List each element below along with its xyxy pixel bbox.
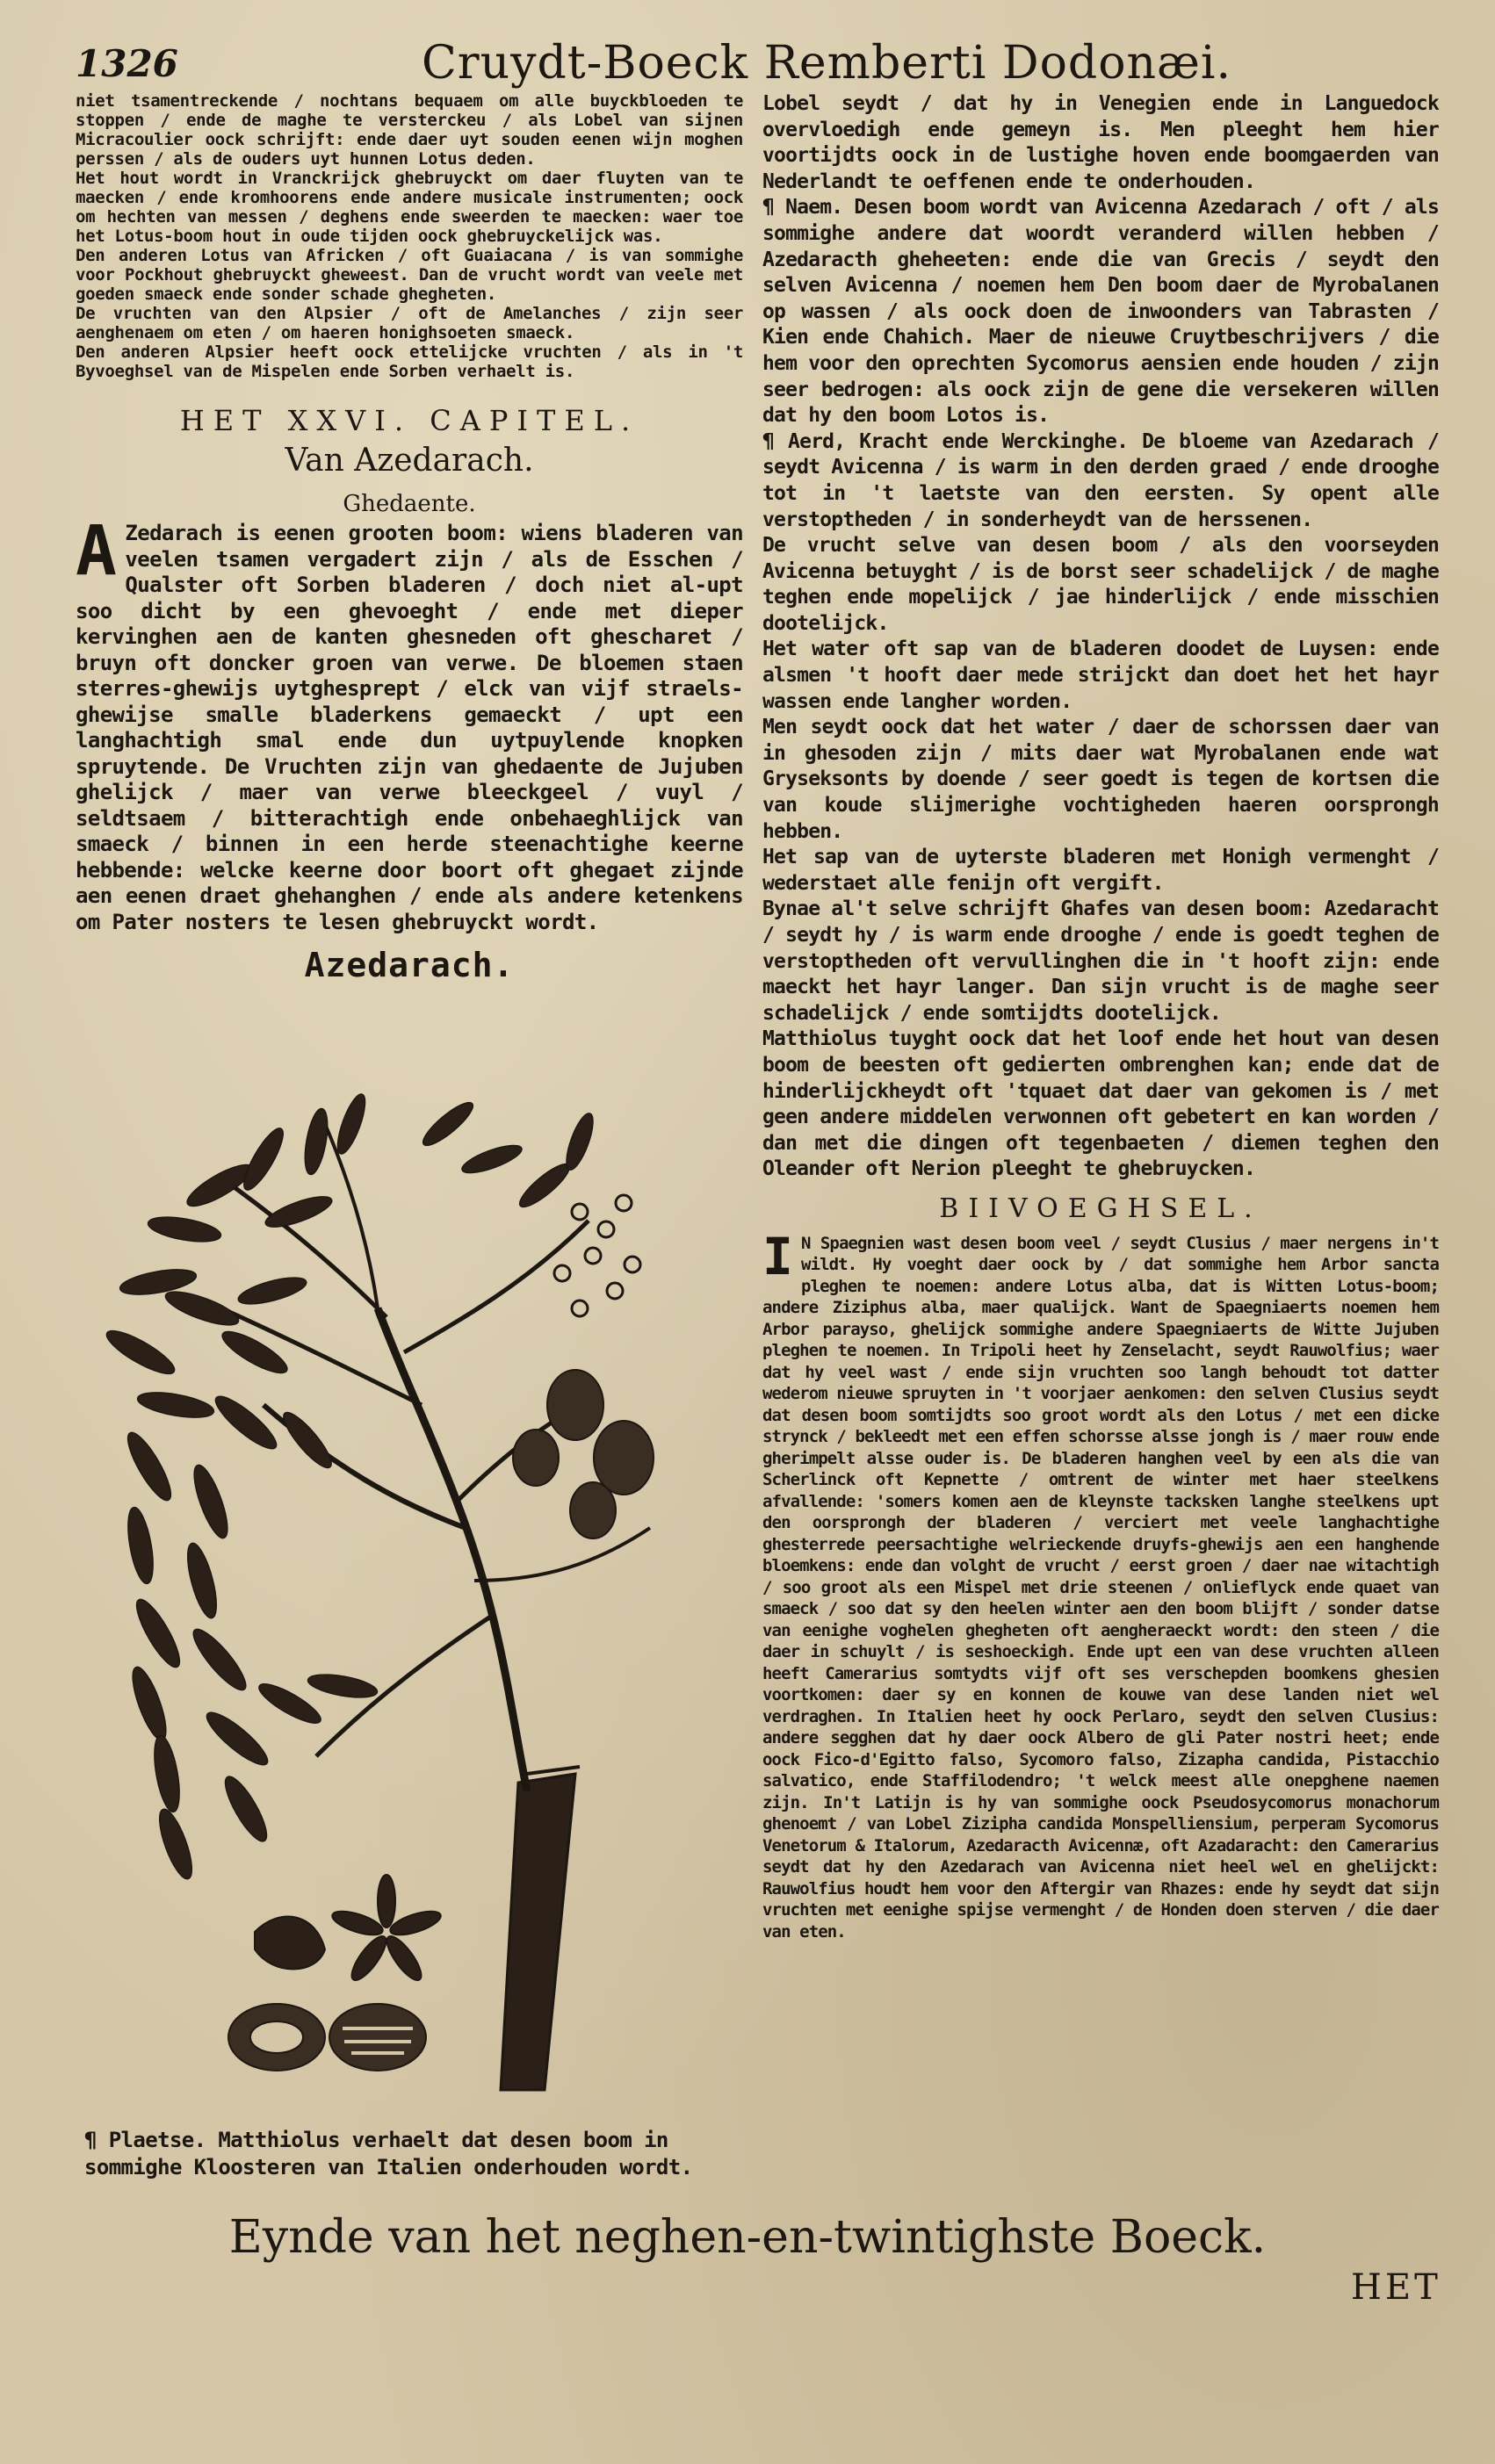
left-paragraph-3: Den anderen Lotus van Africken / oft Guaiacana / is van sommighe voor Pockhout ghebruyckt gheweest. Dan de vrucht wordt van veele met goeden smaeck ende sonder schade ghegheten.: [76, 246, 743, 304]
naem-paragraph: ¶ Naem. Desen boom wordt van Avicenna Azedarach / oft / als sommighe andere dat woordt veranderd willen hebben / Azedaracth gheheeten: ende die van Grecis / seydt den selven Avicenna / noemen hem Den boom daer de Myrobalanen op wassen / als oock doen de inwoonders van Tabrasten / Kien ende Chahich. Maer de nieuwe Cruytbeschrijvers / die hem voor den oprechten Sycomorus aensien ende houden / zijn seer bedrogen: als oock zijn de gene die versekeren willen dat hy den boom Lotos is.: [762, 196, 1439, 428]
section-label-ghedaente: Ghedaente.: [343, 491, 476, 517]
chapter-description-text: Zedarach is eenen grooten boom: wiens bladeren van veelen tsamen vergadert zijn / als de Esschen / Qualster oft Sorben bladeren / doch niet al-upt soo dicht by een ghevoeght / ende met dieper kervinghen aen de kanten ghesneden oft ghescharet / bruyn oft doncker groen van verwe. De bloemen staen sterres-ghewijs uytghesprept / elck van vijf straels-ghewijse smalle bladerkens gemaeckt / upt een langhachtigh smal ende dun uytpuylende knopken spruytende. De Vruchten zijn van ghedaente de Jujuben ghelijck / maer van verwe bleeckgeel / vuyl / seldtsaem / bitterachtigh ende onbehaeghlijck van smaeck / binnen in een herde steenachtighe keerne hebbende: welcke keerne door boort oft ghegaet zijnde aen eenen draet ghehanghen / ende als andere ketenkens om Pater nosters te lesen ghebruyckt wordt.: [76, 521, 743, 934]
bijvoegsel-heading: BIIVOEGHSEL.: [939, 1192, 1262, 1224]
left-paragraph-5: Den anderen Alpsier heeft oock ettelijcke vruchten / als in 't Byvoeghsel van de Mispelen ende Sorben verhaelt is.: [76, 342, 743, 381]
left-paragraph-1: niet tsamentreckende / nochtans bequaem om alle buyckbloeden te stoppen / ende de maghe te versterckeu / als Lobel van sijnen Micracoulier oock schrijft: ende daer uyt souden eenen wijn moghen perssen / als de ouders uyt hunnen Lotus deden.: [76, 91, 743, 169]
main-branch: [378, 1308, 527, 1791]
bijvoegsel-body: N Spaegnien wast desen boom veel / seydt Clusius / maer nergens in't wildt. Hy voeght daer oock by / dat sommighe hem Arbor sancta pleghen te noemen: andere Lotus alba, dat is Witten Lotus-boom; andere Ziziphus alba, maer qualijck. Want de Spaegniaerts noemen hem Arbor parayso, ghelijck sommighe andere Spaegniaerts de Witte Jujuben pleghen te noemen. In Tripoli heet hy Zenselacht, seydt Rauwolfius; waer dat hy veel wast / ende sijn vruchten soo langh behoudt tot datter wederom nieuwe spruyten in 't voorjaer aenkomen: den selven Clusius seydt dat desen boom somtijdts soo groot wordt als den Lotus / met een dicke strynck / bekleedt met een effen schorsse alsse jongh is / maer rouw ende gherimpelt alsse ouder is. De bladeren hanghen veel by een als die van Scherlinck oft Kepnette / omtrent de winter met haer steelkens afvallende: 'somers komen aen de kleynste tacksken langhe steelkens upt den oorsprongh der bladeren / verciert met veele langhachtighe ghesterrede peersachtighe welrieckende druyfs-ghewijs aen een hanghende bloemkens: ende dan volght de vrucht / eerst groen / daer nae witachtigh / soo groot als een Mispel met drie steenen / onlieflyck ende quaet van smaeck / soo dat sy den heelen winter aen den boom blijft / sonder datse van eenighe voghelen ghegheten oft aengheraeckt wordt: den steen / die daer in schuylt / is seshoeckigh. Ende upt een van dese vruchten alleen heeft Camerarius somtydts vijf oft ses verschepden boomkens ghesien voortkomen: daer sy en konnen de kouwe van dese landen niet wel verdraghen. In Italien heet hy oock Perlaro, seydt den selven Clusius: andere segghen dat hy daer oock Albero de gli Pater nostri heet; ende oock Fico-d'Egitto falso, Sycomoro falso, Zizapha candida, Pistacchio salvatico, ende Staffilodendro; 't welck meest alle onepghene naemen zijn. In't Latijn is hy van sommighe oock Pseudosycomorus monachorum ghenoemt / van Lobel Zizipha candida Monspelliensium, perperam Sycomorus Venetorum & Italorum, Azedaracth Avicennæ, oft Azadaracht: den Camerarius seydt dat hy den Azedarach van Avicenna niet heel wel en ghelijckt: Rauwolfius houdt hem voor den Aftergir van Rhazes: ende hy seydt dat sijn vruchten met eenighe spijse vermenght / de Honden doen sterven / die daer van eten.: [762, 1233, 1439, 1942]
fruits: [513, 1370, 654, 1538]
azedarach-woodcut-illustration: [88, 1089, 685, 2116]
chapter-title: Van Azedarach.: [285, 443, 534, 479]
right-paragraph-4: Men seydt oock dat het water / daer de schorssen daer van in ghesoden zijn / mits daer wat Myrobalanen ende wat Gryseksonts by doende / seer goedt is tegen de kortsen die van koude slijmerighe vochtigheden haeren oorsprongh hebben.: [762, 716, 1439, 843]
left-paragraph-4: De vruchten van den Alpsier / oft de Amelanches / zijn seer aenghenaem om eten / om haeren honighsoeten smaeck.: [76, 304, 743, 342]
page-number: 1326: [76, 42, 178, 85]
left-column: [76, 91, 743, 997]
right-paragraph-2: De vrucht selve van desen boom / als den voorseyden Avicenna betuyght / is de borst seer schadelijck / de maghe teghen ende mopelijck / jae hinderlijck / ende misschien dootelijck.: [762, 534, 1439, 635]
bijvoegsel-text: [762, 1226, 1439, 1943]
right-column: [762, 91, 1439, 1942]
chapter-heading: HET XXVI. CAPITEL.: [179, 404, 639, 437]
bijvoegsel-drop-cap: I: [762, 1226, 793, 1286]
detail-drawings: [228, 1875, 444, 2071]
trunk: [501, 1774, 575, 2090]
plaetse-paragraph: ¶ Plaetse. Matthiolus verhaelt dat desen boom in sommighe Kloosteren van Italien onderhouden wordt.: [84, 2128, 693, 2179]
right-paragraph-6: Bynae al't selve schrijft Ghafes van desen boom: Azedaracht / seydt hy / is warm ende drooghe / ende is goedt teghen de verstoptheden oft vervullinghen die in 't hooft zijn: ende maeckt het hayr langer. Dan sijn vrucht is de maghe seer schadelijck / ende somtijdts dootelijck.: [762, 897, 1439, 1025]
right-paragraph-3: Het water oft sap van de bladeren doodet de Luysen: ende alsmen 't hooft daer mede strijckt dan doet het het hayr wassen ende langher worden.: [762, 638, 1439, 713]
flower-clusters: [554, 1195, 640, 1316]
chapter-description: [76, 512, 743, 935]
right-paragraph-1: Lobel seydt / dat hy in Venegien ende in Languedock overvloedigh ende gemeyn is. Men pleeght hem hier voortijdts oock in de lustighe hoven ende boomgaerden van Nederlandt te oeffenen ende te onderhouden.: [762, 92, 1439, 193]
page-header: [70, 35, 1441, 97]
running-title: Cruydt-Boeck Remberti Dodonæi.: [422, 37, 1232, 90]
woodcut-figure: [88, 1089, 685, 2116]
left-paragraph-2: Het hout wordt in Vranckrijck ghebruyckt om daer fluyten van te maecken / ende kromhoorens ende andere musicale instrumenten; oock om hechten van messen / deghens ende sweerden te maecken: waer toe het Lotus-boom hout in oude tijden oock ghebruyckelijck was.: [76, 169, 743, 246]
catchword: HET: [1351, 2267, 1441, 2308]
aerd-paragraph: ¶ Aerd, Kracht ende Werckinghe. De bloeme van Azedarach / seydt Avicenna / is warm in den derden graed / ende drooghe tot in 't laetste van den eersten. Sy opent alle verstoptheden / in sonderheydt van de herssenen.: [762, 429, 1439, 531]
right-paragraph-5: Het sap van de uyterste bladeren met Honigh vermenght / wederstaet alle fenijn oft vergift.: [762, 846, 1439, 895]
book-end-line: Eynde van het neghen-en-twintighste Boeck.: [228, 2211, 1267, 2264]
drop-cap: A: [76, 512, 117, 591]
right-paragraph-7: Matthiolus tuyght oock dat het loof ende het hout van desen boom de beesten oft gedierten ombrenghen kan; ende dat de hinderlijckheydt oft 'tquaet dat daer van gekomen is / met geen andere middelen verwonnen oft gebetert en kan worden / dan met die dingen oft tegenbaeten / diemen teghen den Oleander oft Nerion pleeght te ghebruycken.: [762, 1027, 1439, 1181]
figure-caption: Azedarach.: [304, 946, 515, 984]
